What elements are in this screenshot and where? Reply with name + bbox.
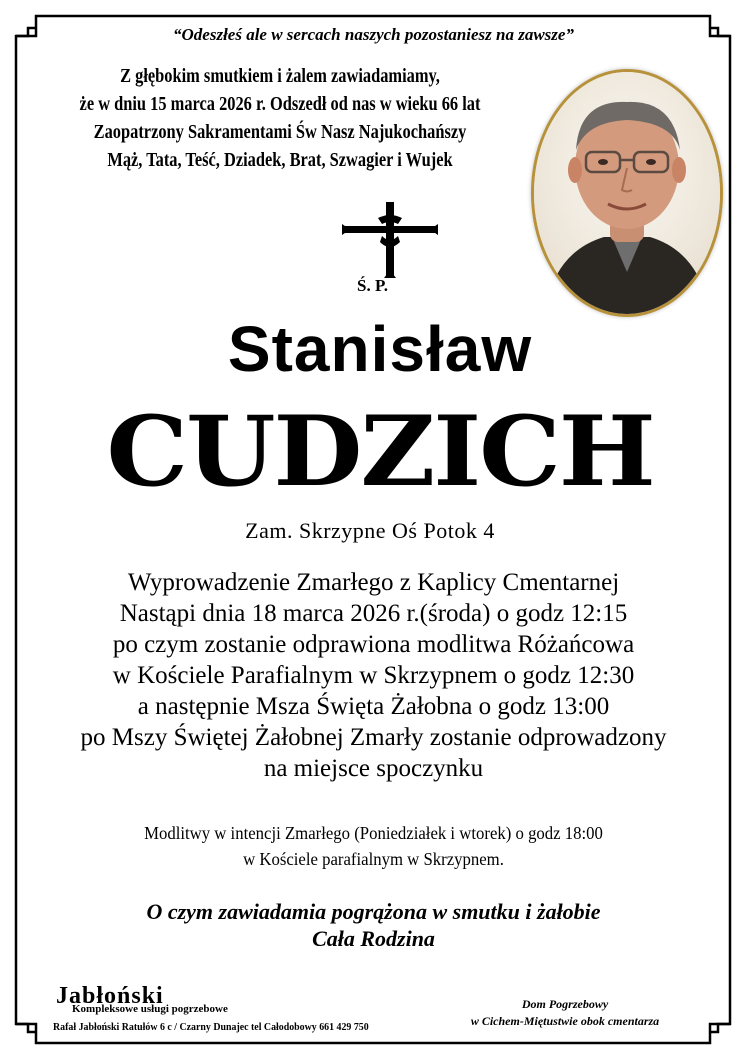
address: Zam. Skrzypne Oś Potok 4 bbox=[245, 518, 495, 543]
cross-icon bbox=[340, 200, 440, 280]
procession-line: a następnie Msza Święta Żałobna o godz 13:00 bbox=[137, 693, 610, 720]
prayer-line: Modlitwy w intencji Zmarłego (Poniedziałek i wtorek) o godz 18:00 bbox=[144, 823, 603, 843]
company-name: Jabłoński bbox=[56, 983, 164, 1009]
funeral-house-line: Dom Pogrzebowy bbox=[521, 997, 609, 1011]
company-services: Kompleksowe usługi pogrzebowe bbox=[72, 1003, 228, 1015]
prayer-line: w Kościele parafialnym w Skrzypnem. bbox=[243, 849, 504, 869]
procession-line: na miejsce spoczynku bbox=[263, 755, 484, 782]
intro-line: że w dniu 15 marca 2026 r. Odszedł od nas w wieku 66 lat bbox=[79, 93, 481, 115]
procession-block bbox=[10, 567, 737, 784]
intro-block bbox=[67, 62, 493, 174]
closing-block bbox=[0, 898, 747, 952]
procession-line: Wyprowadzenie Zmarłego z Kaplicy Cmentarnej bbox=[127, 569, 620, 596]
procession-line: Nastąpi dnia 18 marca 2026 r.(środa) o godz 12:15 bbox=[119, 600, 628, 627]
first-name: Stanisław bbox=[227, 313, 533, 385]
closing-line: Cała Rodzina bbox=[312, 926, 435, 951]
intro-line: Z głębokim smutkiem i żalem zawiadamiamy, bbox=[120, 65, 440, 87]
funeral-house-line: w Cichem-Miętustwie obok cmentarza bbox=[470, 1014, 660, 1028]
motto: “Odeszłeś ale w sercach naszych pozostaniesz na zawsze” bbox=[173, 25, 574, 44]
procession-line: w Kościele Parafialnym w Skrzypnem o godz 12:30 bbox=[112, 662, 635, 689]
sp-mark: Ś. P. bbox=[357, 276, 389, 295]
prayer-block bbox=[35, 820, 711, 872]
procession-line: po Mszy Świętej Żałobnej Zmarły zostanie odprowadzony bbox=[80, 724, 667, 751]
intro-line: Zaopatrzony Sakramentami Św Nasz Najukochańszy bbox=[93, 121, 467, 143]
funeral-company-logo bbox=[53, 983, 369, 1033]
portrait-image bbox=[534, 72, 720, 314]
company-contact: Rafał Jabłoński Ratułów 6 c / Czarny Dunajec tel Całodobowy 661 429 750 bbox=[53, 1021, 369, 1033]
portrait-photo bbox=[531, 69, 723, 317]
procession-line: po czym zostanie odprawiona modlitwa Różańcowa bbox=[112, 631, 635, 658]
closing-line: O czym zawiadamia pogrążona w smutku i żałobie bbox=[146, 899, 601, 924]
intro-line: Mąż, Tata, Teść, Dziadek, Brat, Szwagier i Wujek bbox=[107, 149, 453, 171]
last-name: CUDZICH bbox=[106, 395, 654, 508]
funeral-house bbox=[445, 996, 685, 1030]
